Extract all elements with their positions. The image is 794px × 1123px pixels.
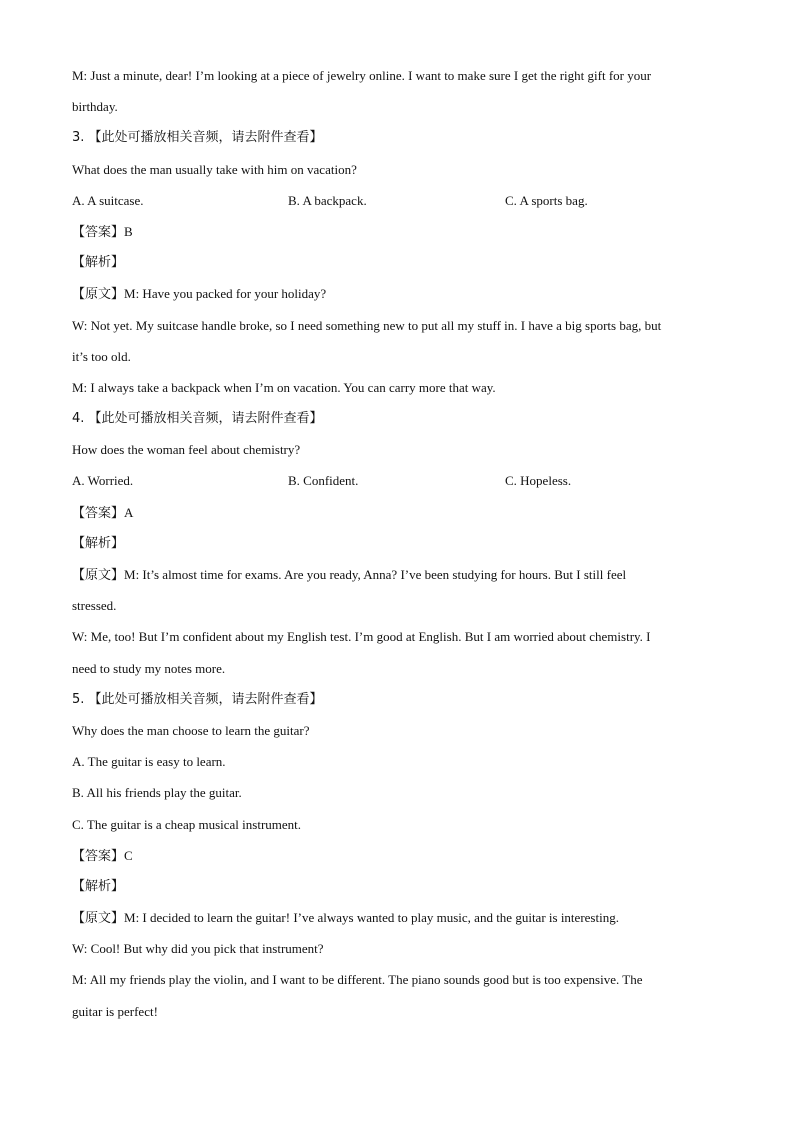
q4-transcript-line: W: Me, too! But I’m confident about my English test. I’m good at English. But I am worried about chemistry. I — [72, 629, 651, 645]
q3-transcript-line — [72, 282, 722, 313]
transcript-label: 【原文】 — [72, 568, 125, 583]
q5-answer-line — [72, 844, 722, 875]
q4-transcript-line: need to study my notes more. — [72, 660, 226, 676]
q4-transcript-first: M: It’s almost time for exams. Are you ready, Anna? I’ve been studying for hours. But I still feel — [124, 567, 627, 582]
q4-option-c: C. Hopeless. — [505, 473, 572, 489]
q3-option-b: B. A backpack. — [288, 192, 367, 208]
q5-header: 5. 【此处可播放相关音频，请去附件查看】 — [72, 691, 323, 707]
q5-transcript-line: guitar is perfect! — [72, 1003, 158, 1019]
q4-answer: A — [124, 504, 134, 520]
q5-transcript-line — [72, 906, 722, 937]
q2-transcript-line: M: Just a minute, dear! I’m looking at a piece of jewelry online. I want to make sure I get the right gift for your — [72, 68, 652, 83]
q3-answer-line — [72, 220, 722, 251]
q3-transcript-line: it’s too old. — [72, 348, 131, 364]
q5-transcript-first: M: I decided to learn the guitar! I’ve always wanted to play music, and the guitar is interesting. — [124, 910, 619, 926]
q2-transcript-line: birthday. — [72, 99, 118, 115]
answer-label: 【答案】 — [72, 848, 125, 864]
answer-label: 【答案】 — [72, 224, 125, 240]
q5-answer: C — [124, 847, 133, 863]
q5-option-a: A. The guitar is easy to learn. — [72, 754, 226, 770]
q3-analysis-label: 【解析】 — [72, 255, 125, 271]
q5-analysis-label: 【解析】 — [72, 878, 125, 894]
q4-transcript-line — [72, 563, 722, 594]
q3-transcript-first: M: Have you packed for your holiday? — [124, 286, 327, 302]
q5-option-c: C. The guitar is a cheap musical instrument. — [72, 816, 302, 832]
q5-option-b: B. All his friends play the guitar. — [72, 785, 242, 801]
q3-transcript-line: M: I always take a backpack when I’m on vacation. You can carry more that way. — [72, 379, 496, 395]
q3-option-a: A. A suitcase. — [72, 192, 144, 208]
q4-analysis-label: 【解析】 — [72, 535, 125, 551]
q5-transcript-line: W: Cool! But why did you pick that instrument? — [72, 941, 324, 957]
q4-header: 4. 【此处可播放相关音频，请去附件查看】 — [72, 411, 323, 427]
q4-option-a: A. Worried. — [72, 473, 134, 489]
q3-header: 3. 【此处可播放相关音频，请去附件查看】 — [72, 130, 323, 146]
answer-label: 【答案】 — [72, 505, 125, 521]
transcript-label: 【原文】 — [72, 911, 125, 927]
q4-question: How does the woman feel about chemistry? — [72, 442, 301, 458]
q4-options — [72, 469, 722, 500]
transcript-label: 【原文】 — [72, 287, 125, 303]
q3-options — [72, 189, 722, 220]
q3-option-c: C. A sports bag. — [505, 192, 588, 208]
q4-option-b: B. Confident. — [288, 473, 359, 489]
q3-answer: B — [124, 223, 133, 239]
q5-question: Why does the man choose to learn the guitar? — [72, 722, 310, 738]
q4-answer-line — [72, 501, 722, 532]
q3-question: What does the man usually take with him on vacation? — [72, 161, 357, 177]
q3-transcript-line: W: Not yet. My suitcase handle broke, so I need something new to put all my stuff in. I have a big sports bag, but — [72, 317, 662, 333]
q4-transcript-line: stressed. — [72, 598, 117, 614]
document-body — [72, 64, 722, 1031]
q5-transcript-line: M: All my friends play the violin, and I want to be different. The piano sounds good but is too expensive. The — [72, 972, 643, 988]
